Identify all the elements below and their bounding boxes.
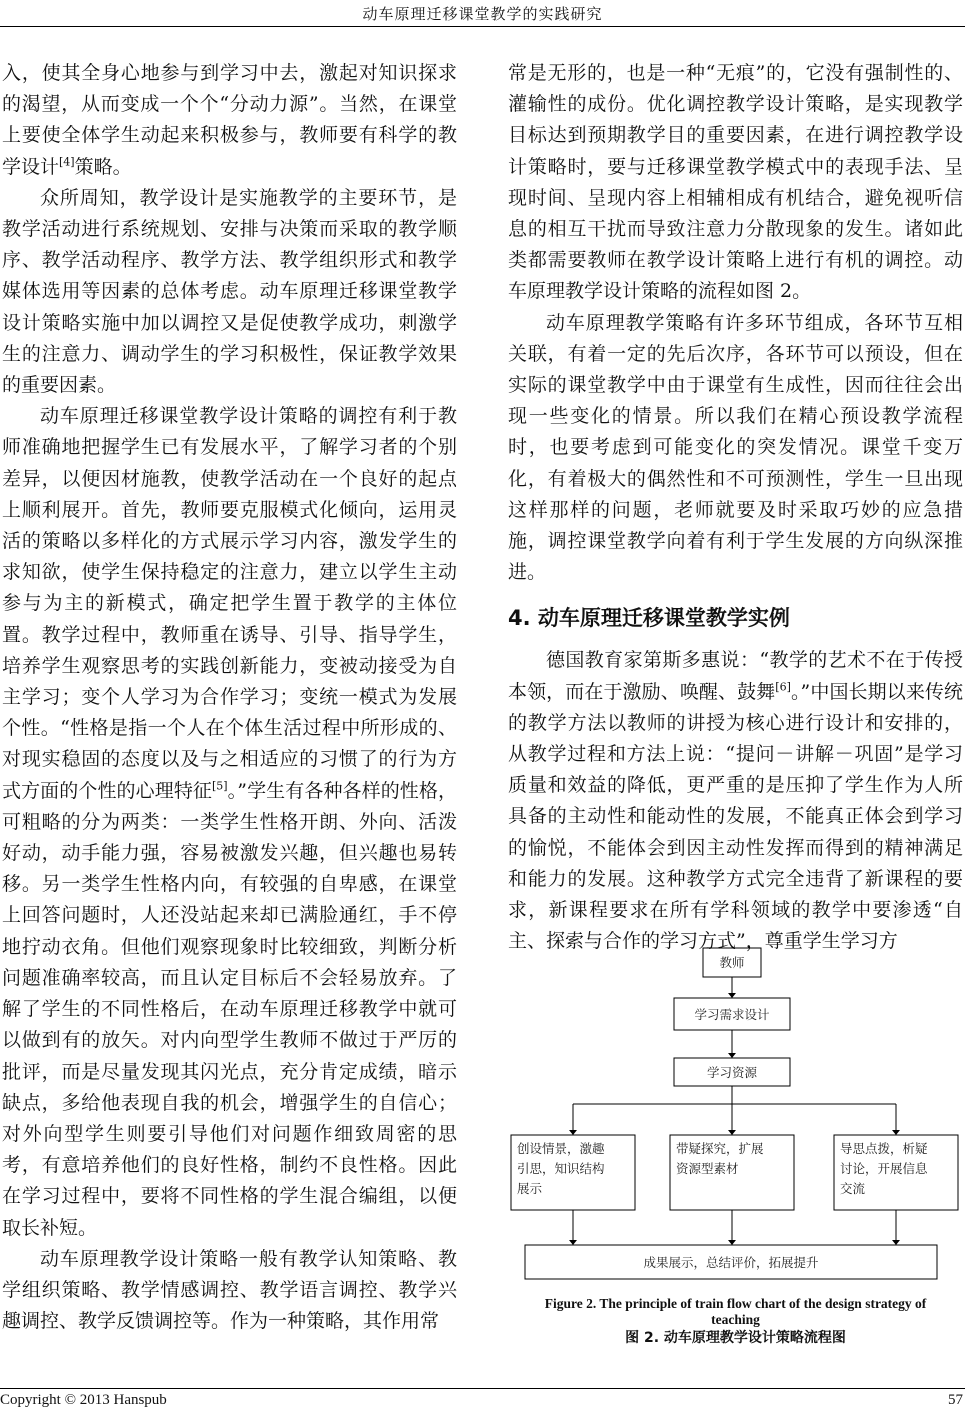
- paragraph: [2, 401, 457, 1243]
- paragraph-text: 策略。: [74, 155, 132, 178]
- caption-line: Figure 2. The principle of train flow chart of the design strategy of: [544, 1296, 927, 1311]
- running-title: 动车原理迁移课堂教学的实践研究: [362, 5, 603, 23]
- caption-line: teaching: [711, 1312, 760, 1327]
- footer-rule: [0, 1388, 965, 1389]
- paragraph: 众所周知，教学设计是实施教学的主要环节，是教学活动进行系统规划、安排与决策而采取的教学顺序、教学活动程序、教学方法、教学组织形式和教学媒体选用等因素的总体考虑。动车原理迁移课堂教学设计策略实施中加以调控又是促使教学成功，刺激学生的注意力、调动学生的学习积极性，保证教学效果的重要因素。: [2, 186, 457, 397]
- citation-ref: [6]: [775, 680, 791, 694]
- paragraph: 动车原理教学设计策略一般有教学认知策略、教学组织策略、教学情感调控、教学语言调控、教学兴趣调控、教学反馈调控等。作为一种策略，其作用常: [2, 1247, 457, 1333]
- arrowhead: [728, 993, 736, 998]
- citation-ref: [5]: [212, 779, 228, 793]
- paragraph: [508, 645, 963, 957]
- node-resources-label: 学习资源: [706, 1065, 758, 1080]
- citation-ref: [4]: [59, 155, 75, 169]
- paragraph-text: 。”中国长期以来传统的教学方法以教师的讲授为核心进行设计和安排的，从教学过程和方法上说：“提问－讲解－巩固”是学习质量和效益的降低，更严重的是压抑了学生作为人所具备的主动性和能动性的发展，不能真正体会到学习的愉悦，不能体会到因主动性发挥而得到的精神满足和能力的发展。这种教学方式完全违背了新课程的要求，新课程要求在所有学科领域的教学中要渗透“自主、探索与合作的学习方式”，尊重学生学习方: [508, 680, 963, 953]
- paragraph: 动车原理教学策略有许多环节组成，各环节互相关联，有着一定的先后次序，各环节可以预设，但在实际的课堂教学中由于课堂有生成性，因而往往会出现一些变化的情景。所以我们在精心预设教学流程时，也要考虑到可能变化的突发情况。课堂千变万化，有着极大的偶然性和不可预测性，学生一旦出现这样那样的问题，老师就要及时采取巧妙的应急措施，调控课堂教学向着有利于学生发展的方向纵深推进。: [508, 311, 963, 584]
- node-right-branch-line: 讨论，开展信息: [840, 1161, 928, 1176]
- node-left-branch-line: 创设情景，激趣: [517, 1141, 605, 1156]
- paragraph: 常是无形的，也是一种“无痕”的，它没有强制性的、灌输性的成份。优化调控教学设计策略，是实现教学目标达到预期教学目的重要因素，在进行调控教学设计策略时，要与迁移课堂教学模式中的表现手法、呈现时间、呈现内容上相辅相成有机结合，避免视听信息的相互干扰而导致注意力分散现象的发生。诸如此类都需要教师在教学设计策略上进行有机的调控。动车原理教学设计策略的流程如图 2。: [508, 62, 963, 303]
- paragraph-text: 动车原理迁移课堂教学设计策略的调控有利于教师准确地把握学生已有发展水平，了解学习者的个别差异，以便因材施教，使教学活动在一个良好的起点上顺利展开。首先，教师要克服模式化倾向，运用灵活的策略以多样化的方式展示学习内容，激发学生的求知欲，使学生保持稳定的注意力，建立以学生主动参与为主的新模式，确定把学生置于教学的主体位置。教学过程中，教师重在诱导、引导、指导学生，培养学生观察思考的实践创新能力，变被动接受为自主学习；变个人学习为合作学习；变统一模式为发展个性。“性格是指一个人在个体生活过程中所形成的、对现实稳固的态度以及与之相适应的习惯了的行为方式方面的个性的心理特征: [2, 405, 457, 802]
- right-column: [508, 58, 963, 953]
- node-middle-branch-line: 资源型素材: [676, 1161, 739, 1176]
- arrowhead: [728, 1130, 736, 1135]
- arrowhead: [728, 1053, 736, 1058]
- header-rule: [0, 26, 965, 27]
- node-left-branch-line: 展示: [517, 1181, 543, 1196]
- arrowhead: [569, 1240, 577, 1245]
- flowchart-diagram: [508, 945, 963, 1290]
- section-heading: 4. 动车原理迁移课堂教学实例: [508, 606, 790, 631]
- paragraph: [2, 58, 457, 183]
- node-outcome-label: 成果展示，总结评价，拓展提升: [643, 1255, 819, 1270]
- arrowhead: [569, 1130, 577, 1135]
- node-middle-branch-line: 带疑探究，扩展: [676, 1141, 764, 1156]
- node-needs-design-label: 学习需求设计: [694, 1007, 770, 1022]
- node-right-branch-line: 导思点拨，析疑: [840, 1141, 928, 1156]
- paragraph-text: 入，使其全身心地参与到学习中去，激起对知识探求的渴望，从而变成一个个“分动力源”。当然，在课堂上要使全体学生动起来积极参与，教师要有科学的教学设计: [2, 62, 457, 178]
- arrowhead: [892, 1130, 900, 1135]
- node-left-branch-line: 引思，知识结构: [517, 1161, 605, 1176]
- node-teacher-label: 教师: [719, 955, 745, 970]
- arrowhead: [728, 1240, 736, 1245]
- left-column: [2, 58, 457, 1333]
- paragraph-text: 德国教育家第斯多惠说：“教学的艺术不在于传授本领，而在于激励、唤醒、鼓舞: [508, 649, 963, 703]
- flowchart-figure: [508, 945, 963, 1345]
- page-number: 57: [948, 1392, 963, 1408]
- copyright-notice: Copyright © 2013 Hanspub: [0, 1392, 167, 1408]
- arrowhead: [892, 1240, 900, 1245]
- paragraph-text: 。”学生有各种各样的性格，可粗略的分为两类：一类学生性格开朗、外向、活泼好动，动手能力强，容易被激发兴趣，但兴趣也易转移。另一类学生性格内向，有较强的自卑感，在课堂上回答问题时，人还没站起来却已满脸通红，手不停地拧动衣角。但他们观察现象时比较细致，判断分析问题准确率较高，而且认定目标后不会轻易放弃。了解了学生的不同性格后，在动车原理迁移教学中就可以做到有的放矢。对内向型学生教师不做过于严厉的批评，而是尽量发现其闪光点，充分肯定成绩，暗示缺点，多给他表现自我的机会，增强学生的自信心；对外向型学生则要引导他们对问题作细致周密的思考，有意培养他们的良好性格，制约不良性格。因此在学习过程中，要将不同性格的学生混合编组，以便取长补短。: [2, 779, 457, 1239]
- node-right-branch-line: 交流: [840, 1181, 866, 1196]
- figure-caption-english: [508, 1296, 963, 1328]
- figure-caption-chinese: 图 2. 动车原理教学设计策略流程图: [625, 1330, 846, 1346]
